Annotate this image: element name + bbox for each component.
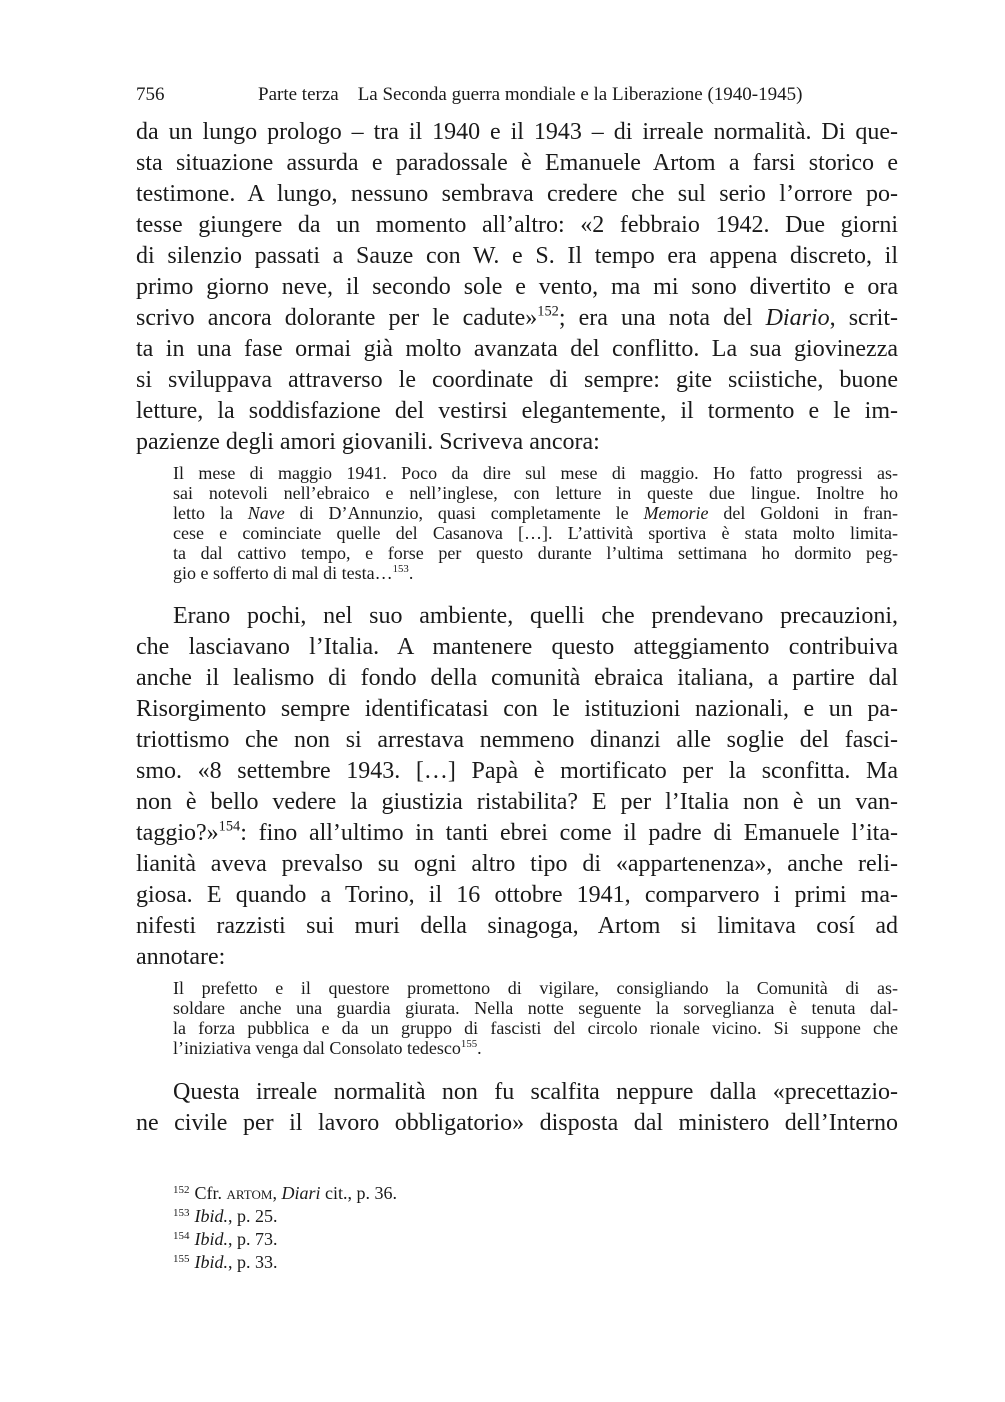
text-line: primo giorno neve, il secondo sole e vento, ma mi sono divertito e ora <box>136 274 898 300</box>
quote-line: ta dal cattivo tempo, e forse per questo durante l’ultima settimana ho dormito peg- <box>173 543 898 563</box>
running-header <box>136 80 871 110</box>
text-line <box>136 303 898 334</box>
text-line: di silenzio passati a Sauze con W. e S. Il tempo era appena discreto, il <box>136 243 898 269</box>
author-name: artom <box>226 1183 273 1203</box>
text-line: nifesti razzisti sui muri della sinagoga, Artom si limitava cosí ad <box>136 913 898 939</box>
text-line: testimone. A lungo, nessuno sembrava credere che sul serio l’orrore po- <box>136 181 898 207</box>
footnote-number: 152 <box>173 1184 190 1196</box>
text-span: taggio?» <box>136 820 219 846</box>
text-line: non è bello vedere la giustizia ristabilita? E per l’Italia non è un van- <box>136 789 898 815</box>
text-span: gio e sofferto di mal di testa… <box>173 563 393 583</box>
footnote-item <box>173 1224 278 1248</box>
text-span: : fino all’ultimo in tanti ebrei come il padre di Emanuele l’ita- <box>240 820 898 846</box>
text-line: pazienze degli amori giovanili. Scriveva ancora: <box>136 429 600 455</box>
quote-line: cese e cominciate quelle del Casanova […]. L’attività sportiva è stata molto limita- <box>173 523 898 543</box>
italic-title: Diario <box>765 305 830 331</box>
text-span: l’iniziativa venga dal Consolato tedesco <box>173 1038 461 1058</box>
text-span: , p. 33. <box>228 1252 278 1272</box>
footnote-ref: 152 <box>537 303 559 320</box>
quote-line: sai notevoli nell’ebraico e nell’inglese, con letture in queste due lingue. Inoltre ho <box>173 483 898 503</box>
text-line: da un lungo prologo – tra il 1940 e il 1943 – di irreale normalità. Di que- <box>136 119 898 145</box>
quote-line <box>173 1038 898 1058</box>
text-line: Questa irreale normalità non fu scalfita neppure dalla «precettazio- <box>173 1079 898 1105</box>
italic-title: Memorie <box>643 503 709 523</box>
text-span: . <box>408 563 414 583</box>
page-number: 756 <box>136 84 165 105</box>
italic-title: Ibid. <box>194 1229 228 1249</box>
text-line: si sviluppava attraverso le coordinate di sempre: gite sciistiche, buone <box>136 367 898 393</box>
footnote-number: 154 <box>173 1230 190 1242</box>
text-span: . <box>477 1038 482 1058</box>
text-span: , p. 25. <box>228 1206 278 1226</box>
footnote-item <box>173 1247 278 1271</box>
quote-line: soldare anche una guardia giurata. Nella notte seguente la sorveglianza è tenuta dal- <box>173 998 898 1018</box>
text-span: , p. 73. <box>228 1229 278 1249</box>
footnote-ref: 154 <box>218 818 241 835</box>
text-span: Cfr. <box>194 1183 227 1203</box>
text-line: ta in una fase ormai già molto avanzata del conflitto. La sua giovinezza <box>136 336 898 362</box>
text-line: anche il lealismo di fondo della comunità ebraica italiana, a partire dal <box>136 665 898 691</box>
text-line: triottismo che non si arrestava nemmeno dinanzi alle soglie del fasci- <box>136 727 898 753</box>
text-line: letture, la soddisfazione del vestirsi elegantemente, il tormento e le im- <box>136 398 898 424</box>
italic-title: Ibid. <box>194 1206 228 1226</box>
text-line: Risorgimento sempre identificatasi con le istituzioni nazionali, e un pa- <box>136 696 898 722</box>
footnote-item <box>173 1178 397 1202</box>
quote-line: Il prefetto e il questore promettono di vigilare, consigliando la Comunità di as- <box>173 978 898 998</box>
text-line: lianità aveva prevalso su ogni altro tipo di «appartenenza», anche reli- <box>136 851 898 877</box>
text-line: smo. «8 settembre 1943. […] Papà è mortificato per la sconfitta. Ma <box>136 758 898 784</box>
footnote-number: 153 <box>173 1207 190 1219</box>
text-span: ; era una nota del <box>558 305 766 331</box>
text-span: letto la <box>173 503 248 523</box>
quote-line: Il mese di maggio 1941. Poco da dire sul mese di maggio. Ho fatto progressi as- <box>173 463 898 483</box>
text-span: scrivo ancora dolorante per le cadute» <box>136 305 538 331</box>
italic-title: Ibid. <box>194 1252 228 1272</box>
text-span: di D’Annunzio, quasi completamente le <box>284 503 644 523</box>
footnote-ref: 155 <box>460 1037 478 1050</box>
italic-title: Nave <box>247 503 285 523</box>
text-line: giosa. E quando a Torino, il 16 ottobre 1941, comparvero i primi ma- <box>136 882 898 908</box>
text-line <box>136 818 898 849</box>
text-span: cit., p. 36. <box>320 1183 397 1203</box>
italic-title: Diari <box>281 1183 321 1203</box>
footnote-item <box>173 1201 278 1225</box>
footnote-ref: 153 <box>392 562 409 575</box>
text-span: , <box>272 1183 282 1203</box>
text-line: che lasciavano l’Italia. A mantenere questo atteggiamento contribuiva <box>136 634 898 660</box>
running-head-title: Parte terza La Seconda guerra mondiale e la Liberazione (1940-1945) <box>258 84 803 105</box>
quote-line: la forza pubblica e da un gruppo di fascisti del circolo rionale vicino. Si suppone che <box>173 1018 898 1038</box>
text-span: , scrit- <box>829 305 899 331</box>
footnote-number: 155 <box>173 1253 190 1265</box>
text-line: sta situazione assurda e paradossale è Emanuele Artom a farsi storico e <box>136 150 898 176</box>
text-span: del Goldoni in fran- <box>708 503 899 523</box>
text-line: annotare: <box>136 944 226 970</box>
quote-line <box>173 563 898 583</box>
text-line: tesse giungere da un momento all’altro: «2 febbraio 1942. Due giorni <box>136 212 898 238</box>
quote-line <box>173 503 898 523</box>
text-line: Erano pochi, nel suo ambiente, quelli che prendevano precauzioni, <box>173 603 898 629</box>
text-line: ne civile per il lavoro obbligatorio» disposta dal ministero dell’Interno <box>136 1110 898 1136</box>
